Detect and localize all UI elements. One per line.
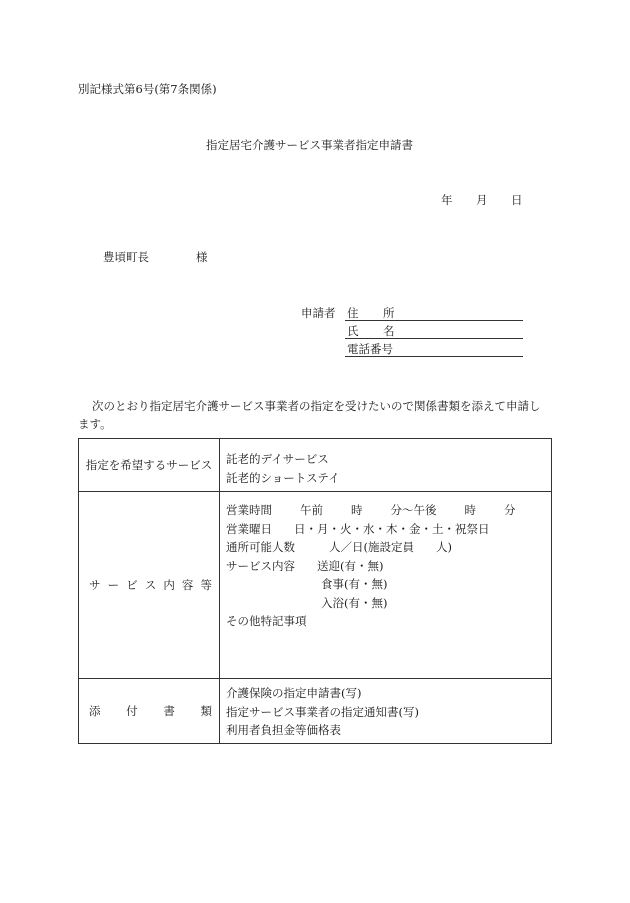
label-char: 容 bbox=[181, 578, 194, 592]
addressee-honorific: 様 bbox=[196, 250, 208, 264]
hours-hour2: 時 bbox=[464, 503, 476, 517]
capacity-line bbox=[226, 538, 551, 557]
body-text-line2: ます。 bbox=[78, 417, 112, 431]
label-char: 添 bbox=[89, 704, 101, 718]
business-hours-line bbox=[226, 501, 551, 520]
service-bath-line bbox=[226, 594, 551, 613]
table-row-attachments bbox=[79, 679, 552, 744]
desired-service-item: 託老的ショートステイ bbox=[226, 470, 340, 485]
attachment-item: 介護保険の指定申請書(写) bbox=[226, 686, 362, 700]
address-label-char2: 所 bbox=[383, 306, 395, 320]
service-transport: 送迎(有・無) bbox=[317, 558, 384, 573]
addressee-name: 豊頃町長 bbox=[103, 250, 149, 264]
phone-field-underline[interactable] bbox=[345, 356, 523, 357]
attachment-item: 利用者負担金等価格表 bbox=[226, 723, 341, 737]
table-row-desired-service bbox=[79, 439, 552, 492]
other-notes-label: その他特記事項 bbox=[226, 614, 307, 628]
phone-label: 電話番号 bbox=[347, 342, 393, 356]
address-field-underline[interactable] bbox=[345, 320, 523, 321]
service-content-line bbox=[226, 557, 551, 576]
body-text-line1: 次のとおり指定居宅介護サービス事業者の指定を受けたいので関係書類を添えて申請し bbox=[92, 399, 541, 413]
label-char: 内 bbox=[163, 578, 175, 592]
business-days-value: 日・月・火・水・木・金・土・祝祭日 bbox=[294, 521, 490, 536]
attachments-value-cell[interactable] bbox=[220, 679, 552, 744]
capacity-unit: 人／日(施設定員 bbox=[329, 540, 414, 554]
date-month-label: 月 bbox=[476, 193, 488, 207]
business-days-line bbox=[226, 520, 551, 539]
hours-min1-pm: 分～午後 bbox=[390, 503, 437, 517]
service-details-label-cell bbox=[79, 492, 220, 679]
label-char: 等 bbox=[200, 578, 212, 592]
application-table bbox=[78, 438, 552, 744]
desired-service-label-cell bbox=[79, 439, 220, 492]
attachments-label-cell bbox=[79, 679, 220, 744]
label-char: ー bbox=[107, 578, 120, 592]
service-bath: 入浴(有・無) bbox=[321, 595, 388, 610]
hours-hour1: 時 bbox=[351, 503, 363, 517]
service-details-value-cell[interactable] bbox=[220, 492, 552, 679]
name-label-char1: 氏 bbox=[347, 324, 359, 338]
desired-service-item: 託老的デイサービス bbox=[226, 452, 329, 466]
document-title: 指定居宅介護サービス事業者指定申請書 bbox=[206, 138, 413, 152]
date-day-label: 日 bbox=[511, 193, 523, 207]
desired-service-label: 指定を希望するサービス bbox=[85, 458, 213, 472]
label-char: ス bbox=[144, 578, 157, 592]
date-year-label: 年 bbox=[441, 193, 453, 207]
service-content-label: サービス内容 bbox=[226, 558, 295, 573]
form-number: 別記様式第6号(第7条関係) bbox=[78, 82, 217, 96]
label-char: ビ bbox=[126, 578, 138, 592]
desired-service-value-cell[interactable] bbox=[220, 439, 552, 492]
business-days-label: 営業曜日 bbox=[226, 521, 272, 536]
capacity-close: 人) bbox=[436, 540, 452, 554]
attachment-item: 指定サービス事業者の指定通知書(写) bbox=[226, 704, 419, 719]
capacity-label: 通所可能人数 bbox=[226, 540, 295, 554]
applicant-label: 申請者 bbox=[301, 306, 336, 320]
table-row-service-details bbox=[79, 492, 552, 679]
name-label-char2: 名 bbox=[383, 324, 395, 338]
label-char: 類 bbox=[200, 704, 212, 718]
business-hours-label: 営業時間 bbox=[226, 503, 272, 517]
service-meal-line bbox=[226, 575, 551, 594]
label-char: サ bbox=[89, 578, 101, 592]
hours-am: 午前 bbox=[300, 503, 323, 517]
attachments-label bbox=[79, 703, 219, 719]
name-field-underline[interactable] bbox=[345, 338, 523, 339]
other-notes-line bbox=[226, 612, 551, 631]
service-details-label bbox=[79, 577, 219, 593]
label-char: 付 bbox=[126, 704, 138, 718]
label-char: 書 bbox=[163, 704, 175, 718]
hours-min2: 分 bbox=[504, 503, 516, 517]
address-label-char1: 住 bbox=[347, 306, 359, 320]
service-meal: 食事(有・無) bbox=[321, 577, 388, 591]
